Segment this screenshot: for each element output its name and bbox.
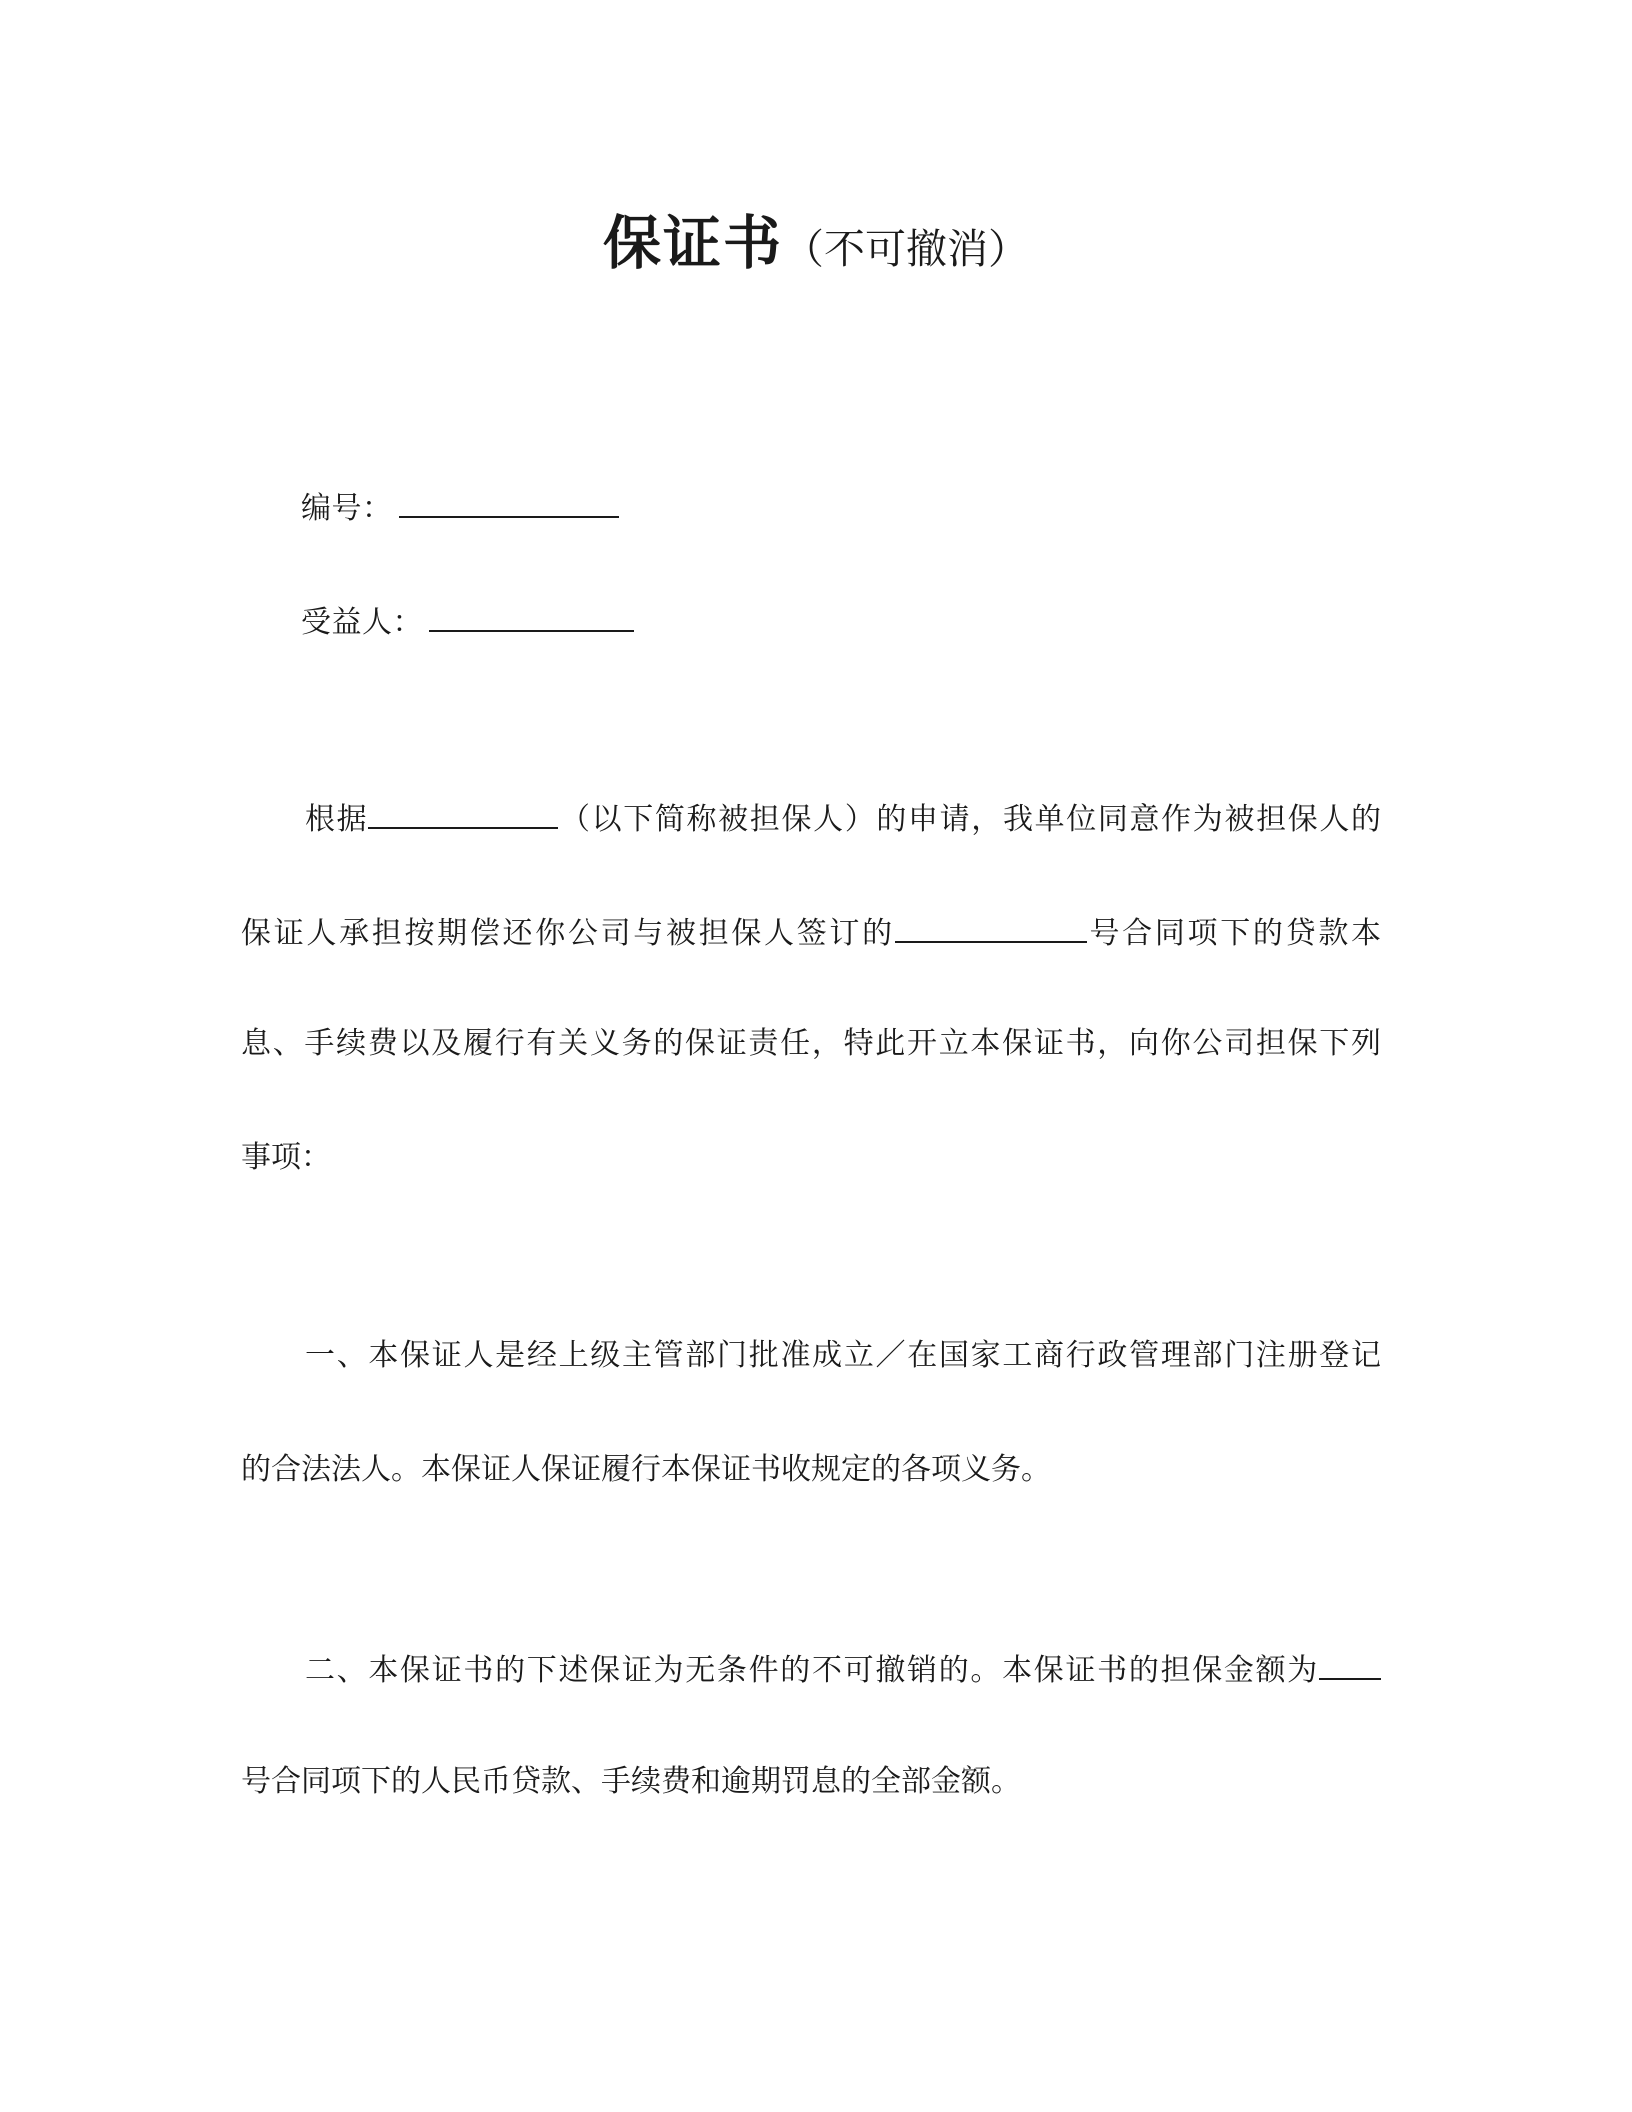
paragraph1-text: 保证人承担按期偿还你公司与被担保人签订的 <box>241 916 895 951</box>
paragraph1-line4: 事项： <box>241 1140 331 1175</box>
paragraph1-line3: 息、手续费以及履行有关义务的保证责任，特此开立本保证书，向你公司担保下列 <box>241 1026 1381 1061</box>
title-suffix: （不可撤消） <box>783 225 1029 273</box>
item2-line1 <box>305 1646 1381 1691</box>
contract-number-blank[interactable] <box>895 909 1087 943</box>
paragraph1-text: （以下简称被担保人）的申请，我单位同意作为被担保人的 <box>558 802 1382 837</box>
beneficiary-field <box>301 598 634 643</box>
paragraph1-line2 <box>241 909 1381 954</box>
guarantee-party-blank[interactable] <box>368 795 558 829</box>
paragraph1-text: 根据 <box>305 802 369 837</box>
item2-text: 二、本保证书的下述保证为无条件的不可撤销的。本保证书的担保金额为 <box>305 1653 1319 1688</box>
item2-line2: 号合同项下的人民币贷款、手续费和逾期罚息的全部金额。 <box>241 1764 1021 1799</box>
number-blank[interactable] <box>399 484 619 518</box>
document-title <box>0 196 1632 280</box>
paragraph1-text: 号合同项下的贷款本 <box>1086 916 1382 951</box>
beneficiary-label: 受益人： <box>301 605 423 640</box>
beneficiary-blank[interactable] <box>429 598 634 632</box>
title-main: 保证书 <box>602 209 783 277</box>
guarantee-amount-blank[interactable] <box>1319 1646 1381 1680</box>
number-label: 编号： <box>301 491 393 526</box>
number-field <box>301 484 619 529</box>
item1-line2: 的合法法人。本保证人保证履行本保证书收规定的各项义务。 <box>241 1452 1051 1487</box>
item1-line1: 一、本保证人是经上级主管部门批准成立／在国家工商行政管理部门注册登记 <box>305 1338 1381 1373</box>
paragraph1-line1 <box>305 795 1381 840</box>
